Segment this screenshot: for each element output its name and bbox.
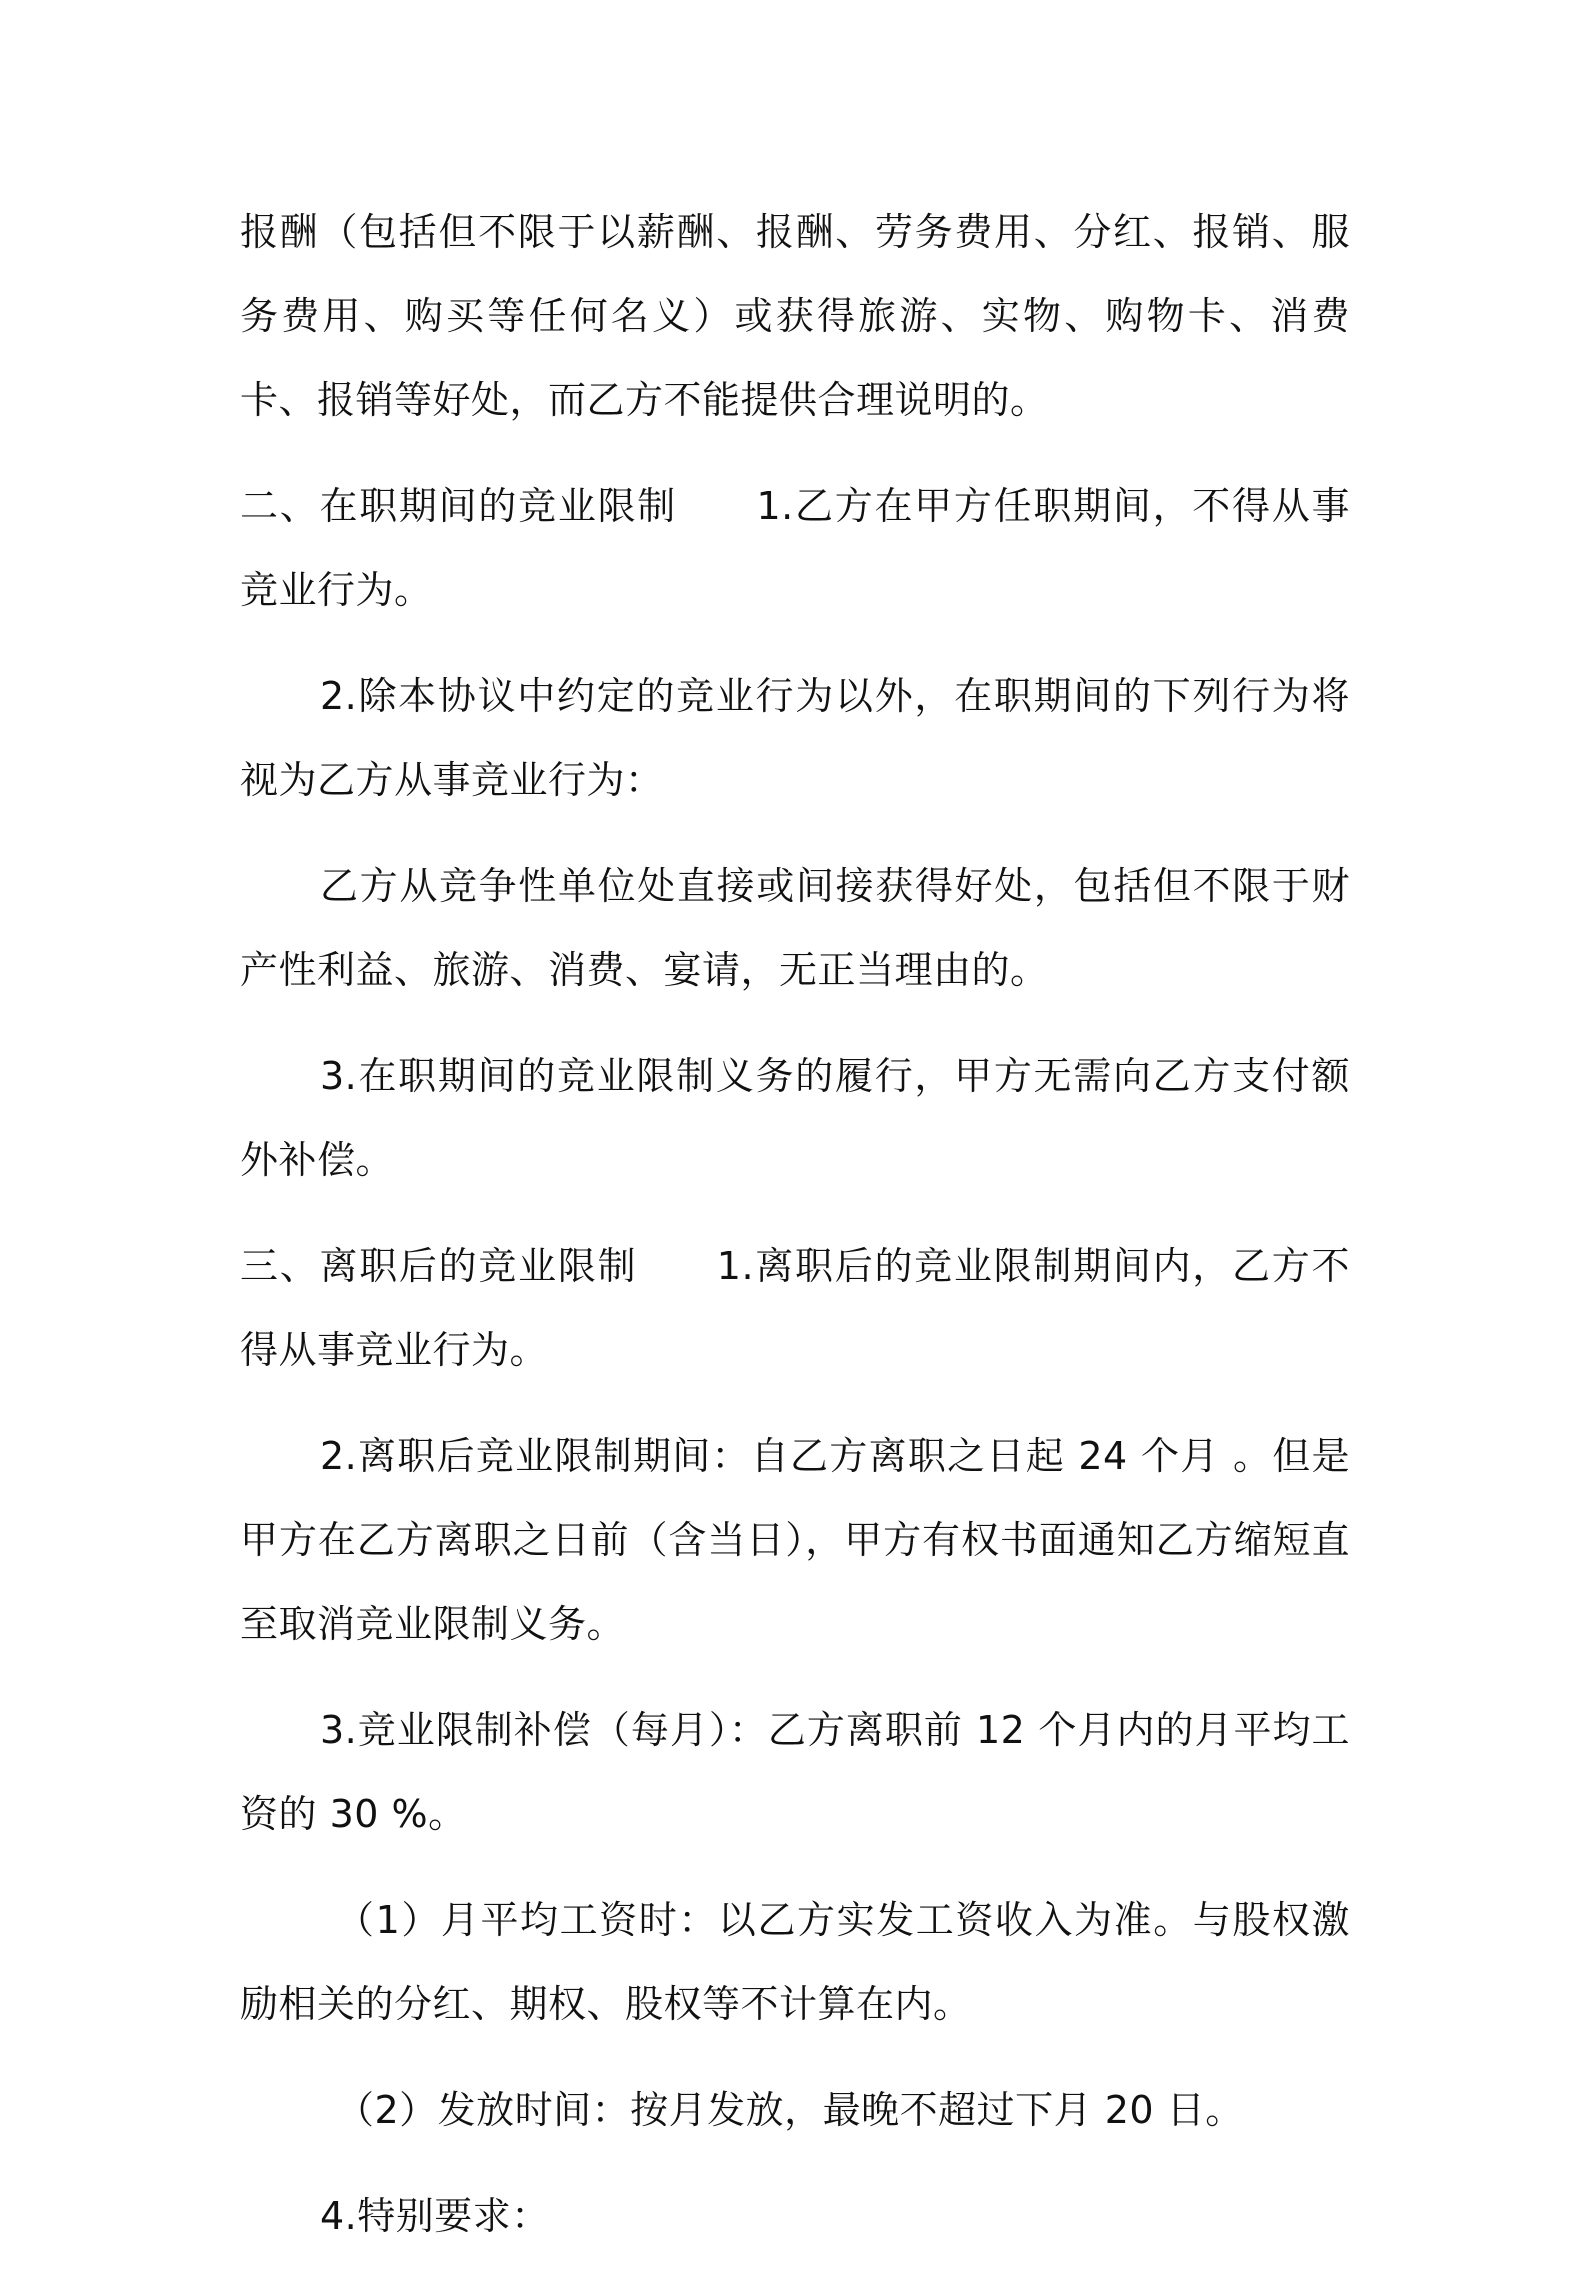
paragraph-monthly-compensation: 3.竞业限制补偿（每月）：乙方离职前 12 个月内的月平均工资的 30 %。 (240, 1708, 1350, 1836)
paragraph-benefit-from-competitor: 乙方从竞争性单位处直接或间接获得好处，包括但不限于财产性利益、旅游、消费、宴请，无正当理由的。 (240, 864, 1350, 992)
paragraph-restriction-period: 2.离职后竞业限制期间：自乙方离职之日起 24 个月 。但是甲方在乙方离职之日前（含当日），甲方有权书面通知乙方缩短直至取消竞业限制义务。 (240, 1434, 1350, 1646)
section-two-heading-paragraph: 二、在职期间的竞业限制 1.乙方在甲方任职期间，不得从事竞业行为。 (240, 484, 1350, 612)
document-body (240, 190, 1350, 2280)
paragraph-in-service-behaviors: 2.除本协议中约定的竞业行为以外，在职期间的下列行为将视为乙方从事竞业行为： (240, 674, 1350, 802)
section-three-heading-paragraph: 三、离职后的竞业限制 1.离职后的竞业限制期间内，乙方不得从事竞业行为。 (240, 1244, 1350, 1372)
paragraph-no-extra-compensation: 3.在职期间的竞业限制义务的履行，甲方无需向乙方支付额外补偿。 (240, 1054, 1350, 1182)
paragraph-payment-time: （2）发放时间：按月发放，最晚不超过下月 20 日。 (336, 2088, 1244, 2132)
paragraph-special-requirements: 4.特别要求： (320, 2194, 550, 2238)
paragraph-remuneration-clause: 报酬（包括但不限于以薪酬、报酬、劳务费用、分红、报销、服务费用、购买等任何名义）或获得旅游、实物、购物卡、消费卡、报销等好处，而乙方不能提供合理说明的。 (240, 210, 1350, 422)
paragraph-average-salary: （1）月平均工资时：以乙方实发工资收入为准。与股权激励相关的分红、期权、股权等不计算在内。 (240, 1898, 1350, 2026)
